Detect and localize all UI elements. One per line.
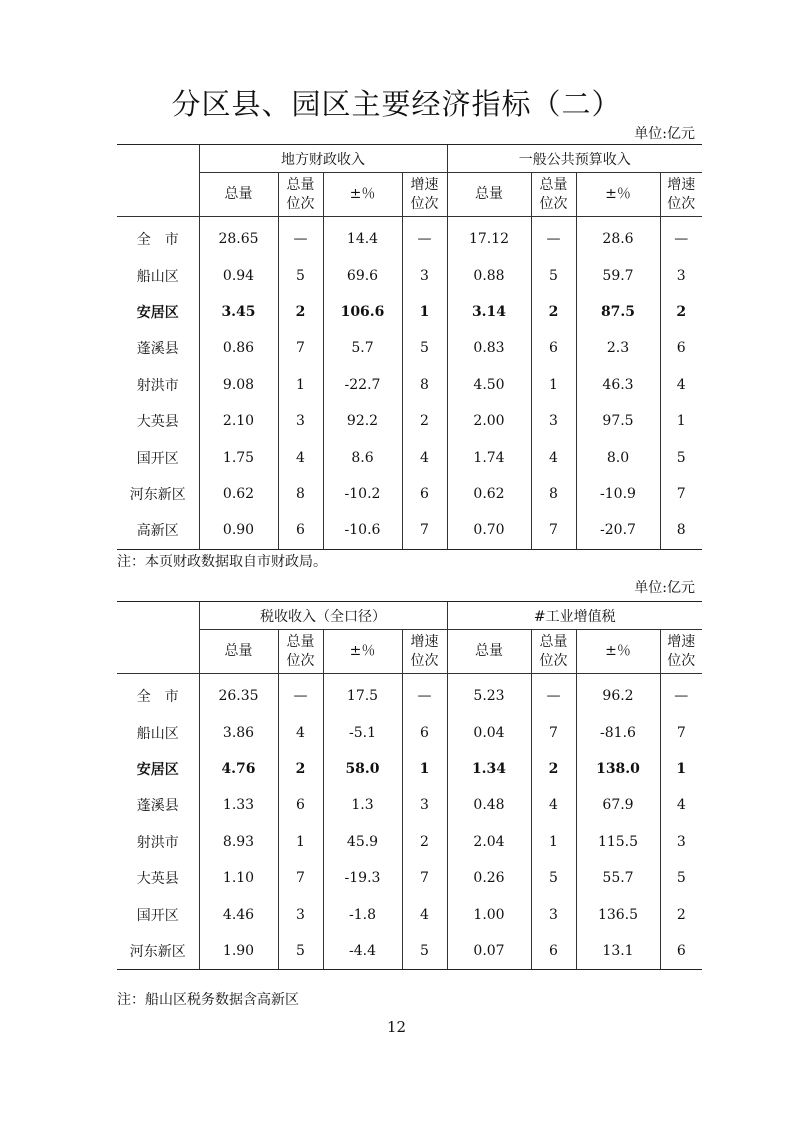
subheader-cell: 总量 位次 <box>278 630 323 674</box>
subheader-cell: 增速 位次 <box>660 173 702 217</box>
subheader-cell: ±％ <box>323 173 402 217</box>
value-cell: 2 <box>660 896 702 932</box>
value-cell: 67.9 <box>576 787 660 823</box>
table-row <box>117 367 702 403</box>
table2-note: 注：船山区税务数据含高新区 <box>117 992 299 1008</box>
value-cell: 58.0 <box>323 751 402 787</box>
table-fiscal-revenue <box>117 144 702 550</box>
value-cell: 8 <box>660 512 702 549</box>
value-cell: 59.7 <box>576 257 660 293</box>
value-cell: 0.62 <box>447 476 531 512</box>
value-cell: 5 <box>531 860 576 896</box>
value-cell: -10.6 <box>323 512 402 549</box>
value-cell: 26.35 <box>199 674 278 715</box>
row-name-cell: 射洪市 <box>136 834 179 851</box>
value-cell: 1.3 <box>323 787 402 823</box>
value-cell: 2 <box>278 294 323 330</box>
value-cell: -10.9 <box>576 476 660 512</box>
page-number: 12 <box>386 1018 407 1036</box>
value-cell: 2 <box>278 751 323 787</box>
value-cell: 1 <box>660 403 702 439</box>
table-row <box>117 751 702 787</box>
value-cell: 0.26 <box>447 860 531 896</box>
value-cell: 1.34 <box>447 751 531 787</box>
value-cell: 1.33 <box>199 787 278 823</box>
value-cell: 6 <box>402 476 447 512</box>
value-cell: — <box>660 674 702 715</box>
value-cell: 3 <box>531 896 576 932</box>
value-cell: 1.74 <box>447 439 531 475</box>
value-cell: 8.0 <box>576 439 660 475</box>
table-row <box>117 896 702 932</box>
subheader-cell: 总量 位次 <box>278 173 323 217</box>
value-cell: -20.7 <box>576 512 660 549</box>
value-cell: 8 <box>278 476 323 512</box>
value-cell: 87.5 <box>576 294 660 330</box>
value-cell: 2.00 <box>447 403 531 439</box>
value-cell: 136.5 <box>576 896 660 932</box>
group-header-a: 税收收入（全口径） <box>199 602 447 630</box>
subheader-cell: 总量 位次 <box>531 630 576 674</box>
table-row <box>117 330 702 366</box>
table-row <box>117 714 702 750</box>
value-cell: 4.50 <box>447 367 531 403</box>
value-cell: 1 <box>660 751 702 787</box>
table-row <box>117 403 702 439</box>
value-cell: 1 <box>278 824 323 860</box>
value-cell: 6 <box>660 330 702 366</box>
table-row <box>117 476 702 512</box>
value-cell: 0.94 <box>199 257 278 293</box>
value-cell: 7 <box>660 476 702 512</box>
value-cell: 0.86 <box>199 330 278 366</box>
value-cell: 2 <box>402 403 447 439</box>
value-cell: 14.4 <box>323 217 402 258</box>
value-cell: — <box>531 217 576 258</box>
value-cell: 5 <box>531 257 576 293</box>
table-row <box>117 217 702 258</box>
page-title: 分区县、园区主要经济指标（二） <box>171 87 622 121</box>
value-cell: 8 <box>402 367 447 403</box>
row-name-cell: 河东新区 <box>117 933 199 970</box>
value-cell: 1 <box>278 367 323 403</box>
table-row <box>117 674 702 715</box>
value-cell: 8.93 <box>199 824 278 860</box>
value-cell: 2 <box>531 751 576 787</box>
value-cell: — <box>660 217 702 258</box>
row-name-cell: 船山区 <box>136 725 179 742</box>
value-cell: 45.9 <box>323 824 402 860</box>
value-cell: — <box>278 674 323 715</box>
subheader-cell: ±％ <box>323 630 402 674</box>
value-cell: 8 <box>531 476 576 512</box>
subheader-cell: 增速 位次 <box>402 173 447 217</box>
value-cell: 3 <box>402 787 447 823</box>
value-cell: 1 <box>402 294 447 330</box>
subheader-cell: 增速 位次 <box>402 630 447 674</box>
table-row <box>117 294 702 330</box>
value-cell: 5 <box>278 933 323 970</box>
row-name-cell: 安居区 <box>136 761 179 778</box>
row-name-cell: 高新区 <box>117 512 199 549</box>
value-cell: 0.88 <box>447 257 531 293</box>
value-cell: 69.6 <box>323 257 402 293</box>
value-cell: 3 <box>531 403 576 439</box>
value-cell: — <box>531 674 576 715</box>
value-cell: 2 <box>531 294 576 330</box>
value-cell: -1.8 <box>323 896 402 932</box>
table-row <box>117 824 702 860</box>
value-cell: 3 <box>278 403 323 439</box>
value-cell: 3 <box>402 257 447 293</box>
value-cell: 17.12 <box>447 217 531 258</box>
value-cell: 4 <box>531 787 576 823</box>
value-cell: 2 <box>402 824 447 860</box>
group-header-b: 一般公共预算收入 <box>447 145 702 173</box>
value-cell: 4 <box>402 439 447 475</box>
value-cell: 1.10 <box>199 860 278 896</box>
value-cell: 7 <box>531 714 576 750</box>
value-cell: 2 <box>660 294 702 330</box>
row-name-cell: 射洪市 <box>136 377 179 394</box>
value-cell: -4.4 <box>323 933 402 970</box>
row-name-cell: 国开区 <box>136 450 179 467</box>
value-cell: — <box>402 217 447 258</box>
value-cell: 106.6 <box>323 294 402 330</box>
subheader-cell: ±％ <box>576 630 660 674</box>
header-row-subcolumns <box>117 173 702 217</box>
value-cell: 28.65 <box>199 217 278 258</box>
header-row-groups <box>117 145 702 173</box>
table-row <box>117 512 702 549</box>
value-cell: 0.70 <box>447 512 531 549</box>
value-cell: 4 <box>402 896 447 932</box>
value-cell: 2.3 <box>576 330 660 366</box>
value-cell: 7 <box>531 512 576 549</box>
subheader-cell: 总量 位次 <box>531 173 576 217</box>
table-row <box>117 860 702 896</box>
row-name-cell: 蓬溪县 <box>136 341 179 358</box>
value-cell: 115.5 <box>576 824 660 860</box>
value-cell: 3.45 <box>199 294 278 330</box>
value-cell: 4 <box>278 714 323 750</box>
row-name-cell: 全 市 <box>136 689 179 706</box>
value-cell: 5 <box>660 439 702 475</box>
value-cell: 6 <box>531 330 576 366</box>
value-cell: 0.90 <box>199 512 278 549</box>
header-row-groups <box>117 602 702 630</box>
value-cell: 5.7 <box>323 330 402 366</box>
value-cell: 28.6 <box>576 217 660 258</box>
subheader-cell: 总量 <box>447 630 531 674</box>
value-cell: 55.7 <box>576 860 660 896</box>
value-cell: 7 <box>278 860 323 896</box>
value-cell: 6 <box>278 512 323 549</box>
value-cell: 4 <box>660 787 702 823</box>
table-row <box>117 787 702 823</box>
value-cell: 13.1 <box>576 933 660 970</box>
group-header-a: 地方财政收入 <box>199 145 447 173</box>
unit-label-table1: 单位:亿元 <box>634 126 695 142</box>
value-cell: 3 <box>278 896 323 932</box>
value-cell: 5 <box>402 330 447 366</box>
value-cell: 1.75 <box>199 439 278 475</box>
value-cell: 138.0 <box>576 751 660 787</box>
value-cell: — <box>402 674 447 715</box>
value-cell: 5.23 <box>447 674 531 715</box>
subheader-cell: 总量 <box>199 173 278 217</box>
table-row <box>117 439 702 475</box>
value-cell: -19.3 <box>323 860 402 896</box>
value-cell: 5 <box>660 860 702 896</box>
value-cell: 0.62 <box>199 476 278 512</box>
table-tax-revenue <box>117 601 702 970</box>
value-cell: 1.90 <box>199 933 278 970</box>
value-cell: 2.04 <box>447 824 531 860</box>
value-cell: 0.07 <box>447 933 531 970</box>
value-cell: 8.6 <box>323 439 402 475</box>
value-cell: 0.83 <box>447 330 531 366</box>
value-cell: 5 <box>402 933 447 970</box>
value-cell: 9.08 <box>199 367 278 403</box>
row-name-cell: 大英县 <box>136 871 179 888</box>
value-cell: 6 <box>278 787 323 823</box>
value-cell: — <box>278 217 323 258</box>
value-cell: 7 <box>660 714 702 750</box>
subheader-cell: 总量 <box>199 630 278 674</box>
value-cell: 92.2 <box>323 403 402 439</box>
value-cell: 4 <box>531 439 576 475</box>
value-cell: 7 <box>278 330 323 366</box>
value-cell: 1.00 <box>447 896 531 932</box>
row-name-cell: 安居区 <box>136 304 179 321</box>
value-cell: 7 <box>402 860 447 896</box>
value-cell: 4 <box>278 439 323 475</box>
row-name-cell: 船山区 <box>136 268 179 285</box>
value-cell: 46.3 <box>576 367 660 403</box>
value-cell: -81.6 <box>576 714 660 750</box>
table-row <box>117 257 702 293</box>
table-row <box>117 933 702 970</box>
value-cell: 0.48 <box>447 787 531 823</box>
value-cell: 6 <box>660 933 702 970</box>
value-cell: 1 <box>531 367 576 403</box>
value-cell: 97.5 <box>576 403 660 439</box>
header-blank-cell <box>117 145 199 217</box>
value-cell: -5.1 <box>323 714 402 750</box>
value-cell: 2.10 <box>199 403 278 439</box>
value-cell: 5 <box>278 257 323 293</box>
row-name-cell: 国开区 <box>136 907 179 924</box>
value-cell: 17.5 <box>323 674 402 715</box>
value-cell: 1 <box>402 751 447 787</box>
header-blank-cell <box>117 602 199 674</box>
value-cell: -22.7 <box>323 367 402 403</box>
value-cell: 4.76 <box>199 751 278 787</box>
header-row-subcolumns <box>117 630 702 674</box>
value-cell: 4.46 <box>199 896 278 932</box>
value-cell: 4 <box>660 367 702 403</box>
row-name-cell: 大英县 <box>136 414 179 431</box>
value-cell: 3 <box>660 257 702 293</box>
value-cell: 6 <box>531 933 576 970</box>
value-cell: 7 <box>402 512 447 549</box>
subheader-cell: 总量 <box>447 173 531 217</box>
table1-note: 注：本页财政数据取自市财政局。 <box>117 554 327 570</box>
row-name-cell: 蓬溪县 <box>136 798 179 815</box>
value-cell: -10.2 <box>323 476 402 512</box>
value-cell: 96.2 <box>576 674 660 715</box>
value-cell: 3.14 <box>447 294 531 330</box>
value-cell: 6 <box>402 714 447 750</box>
subheader-cell: ±％ <box>576 173 660 217</box>
group-header-b: #工业增值税 <box>447 602 702 630</box>
value-cell: 1 <box>531 824 576 860</box>
value-cell: 3 <box>660 824 702 860</box>
row-name-cell: 河东新区 <box>129 486 186 503</box>
value-cell: 0.04 <box>447 714 531 750</box>
value-cell: 3.86 <box>199 714 278 750</box>
subheader-cell: 增速 位次 <box>660 630 702 674</box>
unit-label-table2: 单位:亿元 <box>634 580 695 596</box>
row-name-cell: 全 市 <box>136 232 179 249</box>
